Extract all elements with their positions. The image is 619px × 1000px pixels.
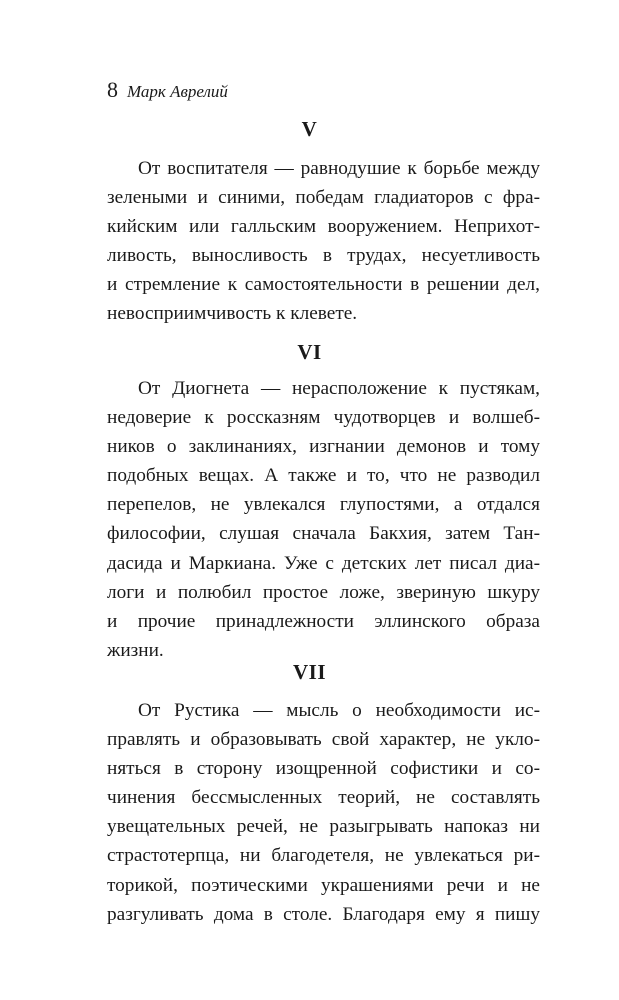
text-line: логи и полюбил простое ложе, звериную шкуру — [107, 581, 540, 603]
text-line: торикой, поэтическими украшениями речи и не — [107, 874, 540, 896]
text-line: страстотерпца, ни благодетеля, не увлекаться ри- — [107, 845, 540, 867]
text-line: ливость, выносливость в трудах, несуетливость — [107, 245, 540, 267]
text-line: От Рустика — мысль о необходимости ис- — [138, 700, 540, 721]
text-line: ников о заклинаниях, изгнании демонов и тому — [107, 436, 540, 458]
text-line: разгуливать дома в столе. Благодаря ему я пишу — [107, 903, 540, 925]
text-line: няться в сторону изощренной софистики и со- — [107, 758, 540, 780]
text-line: чинения бессмысленных теорий, не составлять — [107, 787, 540, 809]
section-heading-vii: VII — [292, 660, 326, 684]
text-line: невосприимчивость к клевете. — [107, 303, 358, 325]
section-body-vi — [107, 374, 540, 665]
text-line: дасида и Маркиана. Уже с детских лет писал диа- — [107, 552, 540, 574]
text-line: От воспитателя — равнодушие к борьбе между — [138, 158, 540, 179]
section-heading-v: V — [301, 117, 318, 141]
text-line: увещательных речей, не разыгрывать напоказ ни — [107, 816, 540, 838]
book-title: Марк Аврелий — [127, 82, 228, 101]
section-body-vii — [107, 696, 540, 929]
text-line: кийским или галльским вооружением. Неприхот- — [107, 216, 540, 238]
text-line: недоверие к россказням чудотворцев и волшеб- — [107, 407, 540, 429]
text-line: и стремление к самостоятельности в решении дел, — [107, 274, 540, 296]
text-line: подобных вещах. А также и то, что не разводил — [107, 465, 540, 487]
text-line: правлять и образовывать свой характер, не укло- — [107, 729, 540, 751]
running-head — [107, 77, 228, 103]
text-line: зелеными и синими, победам гладиаторов с фра- — [107, 187, 540, 209]
text-line: От Диогнета — нерасположение к пустякам, — [138, 378, 540, 399]
text-line: перепелов, не увлекался глупостями, а отдался — [107, 494, 540, 516]
text-line: философии, слушая сначала Бакхия, затем Тан- — [107, 523, 540, 545]
section-body-v — [107, 154, 540, 329]
text-line: жизни. — [107, 639, 164, 661]
section-heading-vi: VI — [297, 340, 322, 364]
text-line: и прочие принадлежности эллинского образа — [107, 610, 540, 632]
page-number: 8 — [107, 77, 118, 102]
